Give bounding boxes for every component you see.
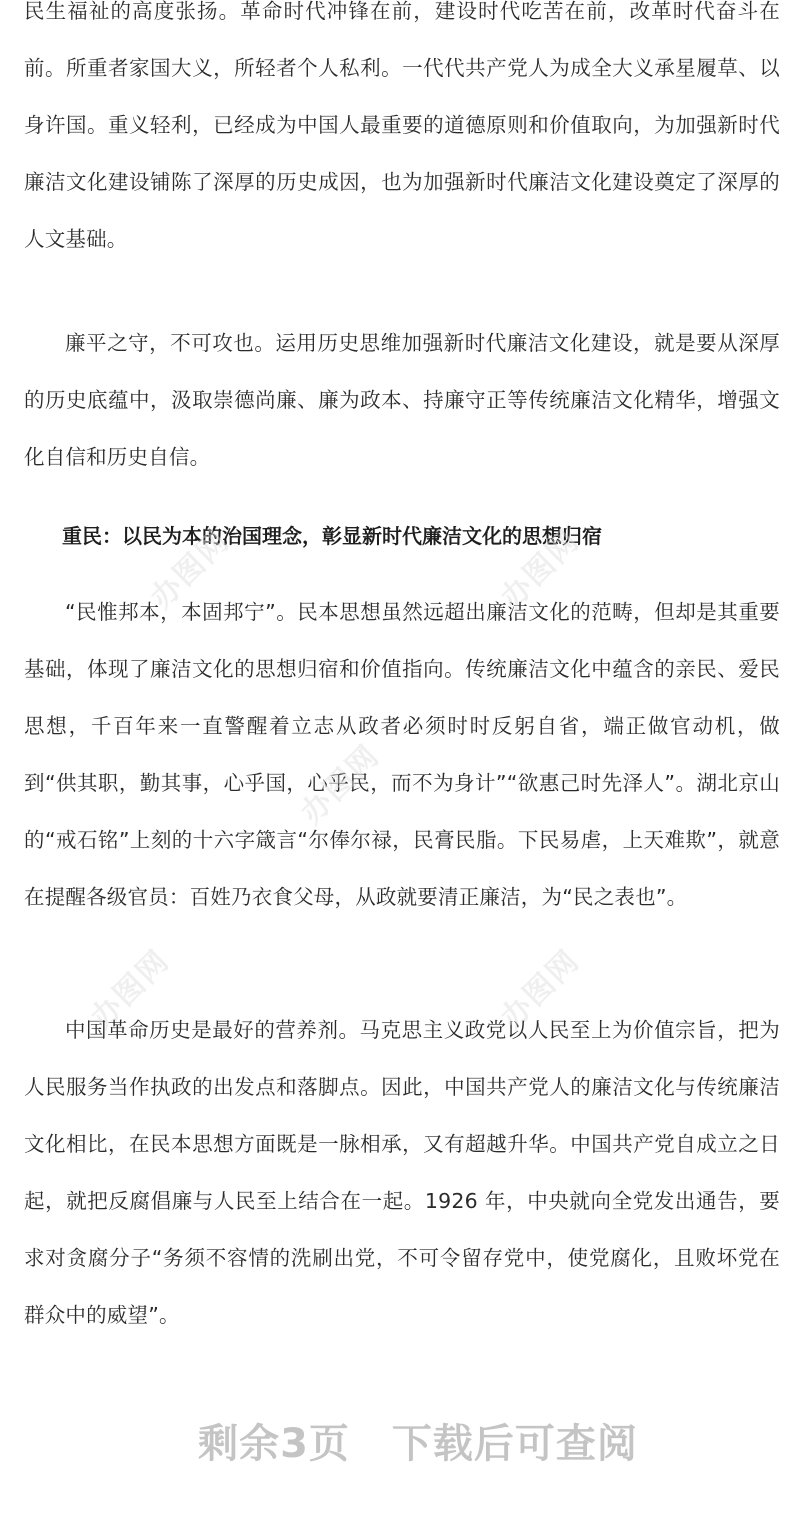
watermark-logo: 办图网 [494, 943, 587, 1036]
watermark-logo: 办图网 [494, 523, 587, 616]
remaining-pages-text: 剩余3页 [198, 1421, 350, 1467]
paragraph-geming: 中国革命历史是最好的营养剂。马克思主义政党以人民至上为价值宗旨，把为人民服务当作执政的出发点和落脚点。因此，中国共产党人的廉洁文化与传统廉洁文化相比，在民本思想方面既是一脉相承，又有超越升华。中国共产党自成立之日起，就把反腐倡廉与人民至上结合在一起。1926 年，中央就向全党发出通告，要求对贪腐分子“务须不容情的洗刷出党，不可令留存党中，使党腐化，且败坏党在群众中的威望”。 [24, 1018, 780, 1327]
paragraph-lianping: 廉平之守，不可攻也。运用历史思维加强新时代廉洁文化建设，就是要从深厚的历史底蕴中，汲取崇德尚廉、廉为政本、持廉守正等传统廉洁文化精华，增强文化自信和历史自信。 [24, 331, 780, 469]
paragraph-minben: “民惟邦本，本固邦宁”。民本思想虽然远超出廉洁文化的范畴，但却是其重要基础，体现了廉洁文化的思想归宿和价值指向。传统廉洁文化中蕴含的亲民、爱民思想，千百年来一直警醒着立志从政者必须时时反躬自省，端正做官动机，做到“供其职，勤其事，心乎国，心乎民，而不为身计”“欲惠己时先泽人”。湖北京山的“戒石铭”上刻的十六字箴言“尔俸尔禄，民膏民脂。下民易虐，上天难欺”，就意在提醒各级官员：百姓乃衣食父母，从政就要清正廉洁，为“民之表也”。 [24, 600, 780, 909]
remaining-pages-banner[interactable] [0, 1416, 800, 1472]
paragraph-intro-continued: 民生福祉的高度张扬。革命时代冲锋在前，建设时代吃苦在前，改革时代奋斗在前。所重者家国大义，所轻者个人私利。一代代共产党人为成全大义承星履草、以身许国。重义轻利，已经成为中国人最重要的道德原则和价值取向，为加强新时代廉洁文化建设铺陈了深厚的历史成因，也为加强新时代廉洁文化建设奠定了深厚的人文基础。 [24, 0, 780, 251]
watermark-logo: 办图网 [294, 738, 387, 831]
section-heading-zhongmin: 重民：以民为本的治国理念，彰显新时代廉洁文化的思想归宿 [62, 524, 602, 548]
watermark-logo: 办图网 [144, 523, 237, 616]
download-hint-text: 下载后可查阅 [391, 1421, 638, 1467]
watermark-logo: 办图网 [84, 943, 177, 1036]
